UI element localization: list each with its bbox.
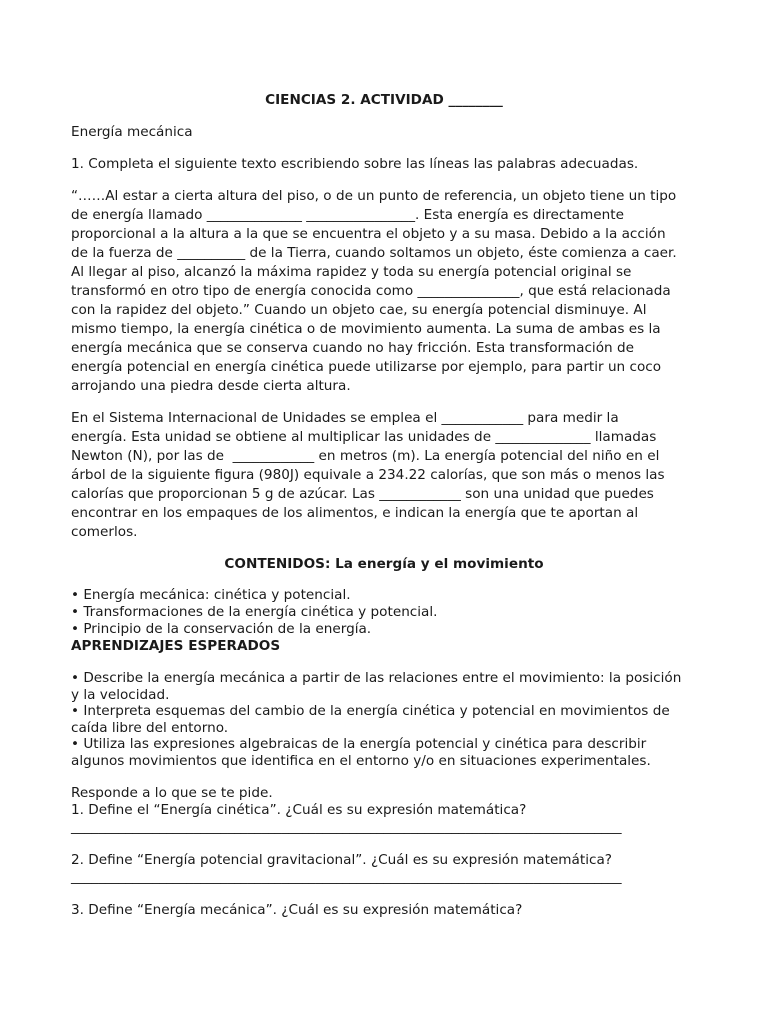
list-item: • Principio de la conservación de la energía. [71, 621, 372, 637]
paragraph-line: de energía llamado ______________ ________________. Esta energía es directamente [71, 207, 624, 223]
paragraph-line: proporcional a la altura a la que se encuentra el objeto y a su masa. Debido a la acción [71, 226, 666, 242]
list-item: • Utiliza las expresiones algebraicas de la energía potencial y cinética para describir [71, 736, 647, 752]
paragraph-line: energía mecánica que se conserva cuando no hay fricción. Esta transformación de [71, 340, 634, 356]
responde-text: Responde a lo que se te pide. [71, 785, 273, 801]
section-subtitle: Energía mecánica [71, 124, 193, 140]
paragraph-line: transformó en otro tipo de energía conocida como _______________, que está relacionada [71, 283, 671, 299]
paragraph-line: Al llegar al piso, alcanzó la máxima rapidez y toda su energía potencial original se [71, 264, 632, 280]
paragraph-line: de la fuerza de __________ de la Tierra, cuando soltamos un objeto, éste comienza a caer. [71, 245, 677, 261]
paragraph-line: calorías que proporcionan 5 g de azúcar. Las ____________ son una unidad que puedes [71, 486, 654, 502]
paragraph-line: arrojando una piedra desde cierta altura. [71, 378, 351, 394]
paragraph-line: energía. Esta unidad se obtiene al multiplicar las unidades de ______________ llamadas [71, 429, 657, 445]
list-item: • Interpreta esquemas del cambio de la energía cinética y potencial en movimientos de [71, 703, 670, 719]
question-text: 3. Define “Energía mecánica”. ¿Cuál es su expresión matemática? [71, 902, 523, 918]
paragraph-line: En el Sistema Internacional de Unidades se emplea el ____________ para medir la [71, 410, 619, 426]
list-item: algunos movimientos que identifica en el entorno y/o en situaciones experimentales. [71, 753, 651, 769]
question-text: 2. Define “Energía potencial gravitacional”. ¿Cuál es su expresión matemática? [71, 852, 613, 868]
list-item: y la velocidad. [71, 687, 170, 703]
paragraph-line: comerlos. [71, 524, 138, 540]
list-item: • Describe la energía mecánica a partir de las relaciones entre el movimiento: la posición [71, 670, 682, 686]
paragraph-line: con la rapidez del objeto.” Cuando un objeto cae, su energía potencial disminuye. Al [71, 302, 647, 318]
list-item: caída libre del entorno. [71, 720, 229, 736]
instruction-text: 1. Completa el siguiente texto escribiendo sobre las líneas las palabras adecuadas. [71, 156, 639, 172]
question-text: 1. Define el “Energía cinética”. ¿Cuál es su expresión matemática? [71, 802, 527, 818]
paragraph-line: Newton (N), por las de ____________ en metros (m). La energía potencial del niño en el [71, 448, 660, 464]
list-item: • Transformaciones de la energía cinética y potencial. [71, 604, 438, 620]
paragraph-line: energía potencial en energía cinética puede utilizarse por ejemplo, para partir un coco [71, 359, 662, 375]
list-item: • Energía mecánica: cinética y potencial. [71, 587, 351, 603]
aprendizajes-heading: APRENDIZAJES ESPERADOS [71, 638, 281, 654]
paragraph-line: “……Al estar a cierta altura del piso, o de un punto de referencia, un objeto tiene un tipo [71, 188, 677, 204]
paragraph-line: mismo tiempo, la energía cinética o de movimiento aumenta. La suma de ambas es la [71, 321, 661, 337]
answer-line[interactable]: _________________________________________________________________________________ [71, 869, 622, 885]
contenidos-heading: CONTENIDOS: La energía y el movimiento [224, 556, 544, 572]
paragraph-line: árbol de la siguiente figura (980J) equivale a 234.22 calorías, que son más o menos las [71, 467, 665, 483]
paragraph-line: encontrar en los empaques de los alimentos, e indican la energía que te aportan al [71, 505, 639, 521]
document-title: CIENCIAS 2. ACTIVIDAD ________ [265, 92, 503, 108]
answer-line[interactable]: _________________________________________________________________________________ [71, 819, 622, 835]
